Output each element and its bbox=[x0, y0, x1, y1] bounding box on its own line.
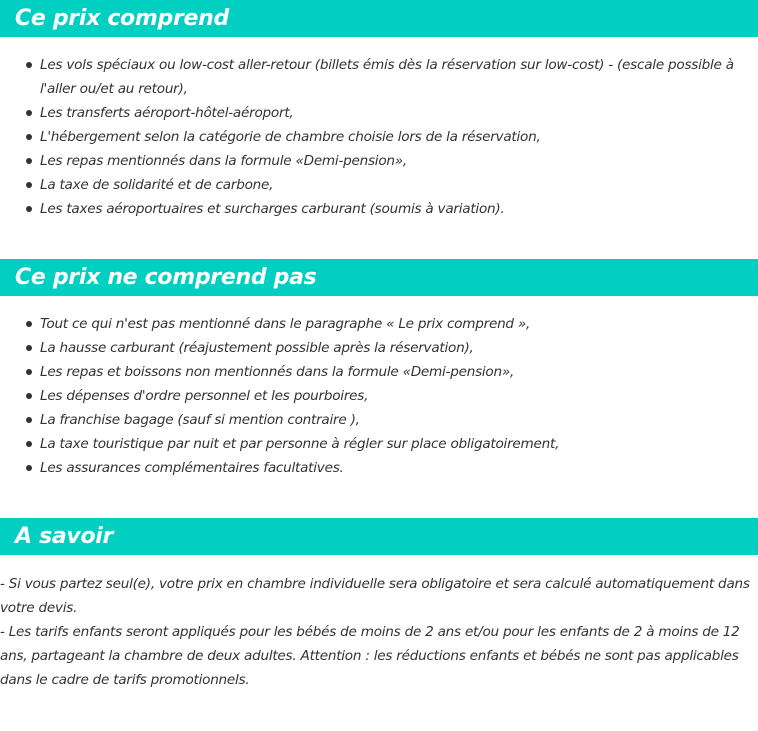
bullet-icon bbox=[26, 321, 32, 327]
bullet-icon bbox=[26, 369, 32, 375]
list-item bbox=[0, 149, 758, 173]
list-item-text: Les repas et boissons non mentionnés dans la formule «Demi-pension», bbox=[40, 364, 515, 380]
list-item bbox=[0, 101, 758, 125]
info-body bbox=[0, 555, 758, 692]
bullet-icon bbox=[26, 393, 32, 399]
list-item bbox=[0, 197, 758, 221]
list-item bbox=[0, 336, 758, 360]
section-title-excluded: Ce prix ne comprend pas bbox=[15, 265, 317, 290]
list-item bbox=[0, 360, 758, 384]
list-item-text: L'hébergement selon la catégorie de chambre choisie lors de la réservation, bbox=[40, 129, 541, 145]
list-item-text: Les repas mentionnés dans la formule «Demi-pension», bbox=[40, 153, 407, 169]
info-paragraph-child-rates: - Les tarifs enfants seront appliqués pour les bébés de moins de 2 ans et/ou pour les enfants de 2 à moins de 12 ans, partageant la chambre de deux adultes. Attention : les réductions enfants et bébés ne sont pas applicables dans le cadre de tarifs promotionnels. bbox=[0, 624, 740, 688]
bullet-icon bbox=[26, 110, 32, 116]
list-item-text: La franchise bagage (sauf si mention contraire ), bbox=[40, 412, 360, 428]
bullet-icon bbox=[26, 465, 32, 471]
list-item bbox=[0, 173, 758, 197]
list-item-text: Les transferts aéroport-hôtel-aéroport, bbox=[40, 105, 294, 121]
section-header-included bbox=[0, 0, 758, 37]
bullet-icon bbox=[26, 441, 32, 447]
list-item bbox=[0, 456, 758, 480]
bullet-icon bbox=[26, 345, 32, 351]
list-item bbox=[0, 125, 758, 149]
list-item bbox=[0, 312, 758, 336]
list-item-text: La taxe de solidarité et de carbone, bbox=[40, 177, 274, 193]
bullet-icon bbox=[26, 62, 32, 68]
list-item-text: Les vols spéciaux ou low-cost aller-retour (billets émis dès la réservation sur low-cost) - (escale possible à l'aller ou/et au retour), bbox=[40, 57, 734, 97]
list-item-text: Les dépenses d'ordre personnel et les pourboires, bbox=[40, 388, 369, 404]
section-header-info bbox=[0, 518, 758, 555]
list-item-text: Les assurances complémentaires facultatives. bbox=[40, 460, 344, 476]
excluded-list bbox=[0, 296, 758, 480]
included-list bbox=[0, 37, 758, 221]
bullet-icon bbox=[26, 182, 32, 188]
list-item-text: La hausse carburant (réajustement possible après la réservation), bbox=[40, 340, 474, 356]
bullet-icon bbox=[26, 206, 32, 212]
info-paragraph-single-room: - Si vous partez seul(e), votre prix en chambre individuelle sera obligatoire et sera calculé automatiquement dans votre devis. bbox=[0, 576, 750, 616]
section-title-included: Ce prix comprend bbox=[15, 6, 229, 31]
list-item-text: Les taxes aéroportuaires et surcharges carburant (soumis à variation). bbox=[40, 201, 505, 217]
list-item-text: La taxe touristique par nuit et par personne à régler sur place obligatoirement, bbox=[40, 436, 560, 452]
list-item bbox=[0, 432, 758, 456]
bullet-icon bbox=[26, 134, 32, 140]
list-item-text: Tout ce qui n'est pas mentionné dans le paragraphe « Le prix comprend », bbox=[40, 316, 531, 332]
list-item bbox=[0, 53, 758, 101]
bullet-icon bbox=[26, 158, 32, 164]
bullet-icon bbox=[26, 417, 32, 423]
list-item bbox=[0, 384, 758, 408]
section-header-excluded bbox=[0, 259, 758, 296]
list-item bbox=[0, 408, 758, 432]
section-title-info: A savoir bbox=[15, 524, 114, 549]
